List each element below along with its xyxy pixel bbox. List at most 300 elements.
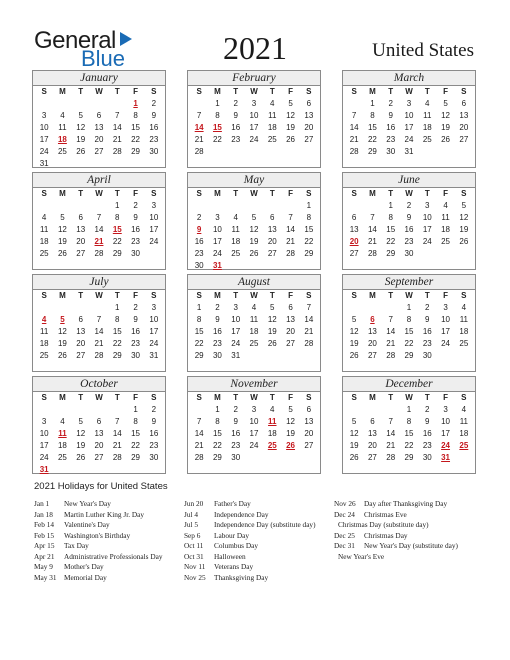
day-cell: 14	[94, 327, 104, 336]
day-cell: 30	[422, 351, 432, 360]
holiday-row	[334, 499, 458, 510]
month-title: March	[343, 71, 475, 86]
day-cell: 2	[406, 201, 412, 210]
holiday-row	[184, 531, 316, 542]
weekday-label: T	[269, 393, 275, 402]
day-cell: 3	[233, 303, 238, 312]
day-cell: 19	[286, 123, 296, 132]
day-cell: 16	[386, 123, 396, 132]
day-cell: 25	[57, 147, 67, 156]
day-cell: 19	[286, 429, 296, 438]
day-cell: 9	[425, 315, 430, 324]
day-cell: 4	[461, 303, 467, 312]
day-cell: 31	[39, 159, 49, 168]
day-cell: 23	[404, 237, 414, 246]
day-cell: 1	[196, 303, 202, 312]
empty-day-cell	[72, 98, 90, 110]
day-cell: 13	[304, 111, 314, 120]
month-april	[32, 172, 166, 270]
holiday-date: Dec 24	[334, 509, 355, 519]
weekday-label: T	[78, 189, 84, 198]
empty-day-cell	[345, 200, 363, 212]
day-cell: 15	[404, 327, 414, 336]
day-cell: 6	[306, 405, 312, 414]
day-cell: 26	[349, 453, 359, 462]
holiday-row	[184, 552, 316, 563]
month-title: August	[188, 275, 320, 290]
day-cell: 13	[304, 417, 314, 426]
weekday-label: S	[151, 291, 157, 300]
day-cell: 26	[267, 339, 277, 348]
day-cell: 18	[39, 339, 49, 348]
logo-blue-text: Blue	[81, 46, 126, 71]
month-grid	[188, 188, 320, 272]
day-cell: 1	[406, 405, 412, 414]
day-cell: 13	[367, 429, 377, 438]
day-cell: 4	[41, 213, 47, 222]
day-cell: 25	[459, 339, 469, 348]
day-cell: 31	[404, 147, 414, 156]
weekday-label: S	[151, 87, 157, 96]
day-cell: 5	[251, 213, 257, 222]
weekday-label: S	[41, 291, 47, 300]
weekday-label: M	[59, 189, 66, 198]
day-cell: 1	[406, 303, 412, 312]
day-cell: 7	[115, 417, 120, 426]
weekday-label: S	[461, 87, 467, 96]
day-cell: 8	[388, 213, 393, 222]
day-cell: 19	[249, 237, 259, 246]
weekday-label: S	[306, 393, 312, 402]
weekday-label: S	[461, 393, 467, 402]
day-cell: 28	[94, 351, 104, 360]
day-cell: 22	[367, 135, 377, 144]
day-cell: 28	[194, 453, 204, 462]
day-cell: 1	[115, 303, 120, 312]
weekday-label: S	[461, 291, 467, 300]
empty-day-cell	[90, 302, 108, 314]
day-cell: 18	[459, 429, 469, 438]
day-cell: 2	[133, 201, 138, 210]
holiday-row	[184, 510, 316, 521]
day-cell: 11	[459, 417, 468, 426]
holiday-name: Christmas Day (substitute day)	[338, 520, 429, 529]
day-cell: 17	[149, 327, 159, 336]
holiday-name: Halloween	[214, 551, 246, 561]
month-title: April	[33, 173, 165, 188]
weekday-label: M	[214, 393, 221, 402]
day-cell: 10	[249, 111, 259, 120]
day-cell: 30	[422, 453, 432, 462]
day-cell: 29	[212, 453, 222, 462]
day-cell: 4	[270, 405, 275, 414]
weekday-label: W	[250, 393, 258, 402]
month-grid	[33, 86, 165, 170]
day-cell: 11	[459, 315, 468, 324]
holiday-day-cell: 6	[370, 315, 375, 324]
holiday-row	[34, 573, 163, 584]
weekday-label: W	[250, 87, 258, 96]
weekday-label: T	[114, 189, 120, 198]
weekday-label: W	[95, 87, 103, 96]
day-cell: 6	[78, 315, 83, 324]
weekday-label: F	[133, 189, 138, 198]
day-cell: 23	[386, 135, 396, 144]
day-cell: 25	[441, 237, 451, 246]
day-cell: 14	[386, 429, 396, 438]
day-cell: 17	[249, 429, 259, 438]
weekday-label: S	[41, 87, 47, 96]
holiday-date: May 31	[34, 572, 57, 582]
day-cell: 10	[441, 315, 451, 324]
day-cell: 27	[459, 135, 469, 144]
day-cell: 27	[94, 147, 104, 156]
day-cell: 18	[39, 237, 49, 246]
day-cell: 17	[39, 135, 49, 144]
day-cell: 20	[367, 339, 377, 348]
weekday-label: S	[41, 393, 47, 402]
day-cell: 23	[231, 441, 241, 450]
month-may	[187, 172, 321, 270]
day-cell: 14	[386, 327, 396, 336]
day-cell: 21	[367, 237, 377, 246]
day-cell: 15	[367, 123, 377, 132]
day-cell: 10	[231, 315, 241, 324]
day-cell: 5	[351, 417, 357, 426]
day-cell: 2	[425, 303, 430, 312]
month-title: January	[33, 71, 165, 86]
month-title: May	[188, 173, 320, 188]
day-cell: 9	[151, 417, 157, 426]
day-cell: 24	[422, 237, 432, 246]
day-cell: 2	[388, 99, 393, 108]
logo-triangle-icon	[120, 32, 132, 46]
holiday-date: Oct 11	[184, 541, 204, 550]
month-title: November	[188, 377, 320, 392]
month-january	[32, 70, 166, 168]
holiday-row	[334, 552, 458, 563]
day-cell: 20	[304, 429, 314, 438]
day-cell: 4	[443, 201, 448, 210]
day-cell: 26	[76, 453, 86, 462]
day-cell: 30	[404, 249, 414, 258]
day-cell: 2	[133, 303, 138, 312]
empty-day-cell	[53, 404, 71, 416]
day-cell: 11	[39, 327, 49, 336]
day-cell: 26	[57, 351, 67, 360]
holiday-day-cell: 15	[112, 225, 122, 234]
day-cell: 25	[39, 249, 49, 258]
empty-day-cell	[345, 302, 363, 314]
weekday-label: T	[78, 393, 84, 402]
weekday-label: W	[95, 291, 103, 300]
day-cell: 24	[149, 237, 159, 246]
day-cell: 4	[251, 303, 257, 312]
weekday-label: T	[233, 87, 239, 96]
holiday-row	[34, 510, 163, 521]
day-cell: 5	[78, 111, 83, 120]
day-cell: 7	[370, 213, 375, 222]
day-cell: 18	[441, 225, 451, 234]
weekday-label: T	[114, 291, 120, 300]
day-cell: 12	[441, 111, 451, 120]
day-cell: 1	[306, 201, 312, 210]
day-cell: 12	[349, 429, 359, 438]
weekday-label: F	[443, 393, 448, 402]
holiday-day-cell: 25	[267, 441, 277, 450]
month-grid	[33, 290, 165, 362]
day-cell: 23	[149, 135, 159, 144]
day-cell: 11	[58, 123, 67, 132]
day-cell: 18	[231, 237, 241, 246]
day-cell: 8	[196, 315, 202, 324]
day-cell: 16	[231, 429, 241, 438]
day-cell: 3	[151, 303, 157, 312]
day-cell: 7	[96, 315, 102, 324]
day-cell: 8	[215, 417, 220, 426]
holiday-name: Martin Luther King Jr. Day	[64, 509, 145, 519]
weekday-label: T	[233, 393, 239, 402]
day-cell: 24	[39, 453, 49, 462]
day-cell: 11	[441, 213, 450, 222]
holiday-column	[334, 499, 458, 562]
day-cell: 9	[406, 213, 412, 222]
empty-day-cell	[35, 98, 53, 110]
day-cell: 20	[367, 441, 377, 450]
holiday-name: Columbus Day	[214, 541, 258, 550]
weekday-label: T	[424, 189, 430, 198]
day-cell: 26	[249, 249, 259, 258]
day-cell: 14	[94, 225, 104, 234]
day-cell: 22	[212, 441, 222, 450]
day-cell: 11	[268, 111, 277, 120]
logo-general-text: General	[34, 27, 116, 54]
weekday-label: S	[351, 87, 357, 96]
day-cell: 12	[76, 429, 86, 438]
holiday-row	[334, 510, 458, 521]
holiday-name: Administrative Professionals Day	[64, 551, 163, 561]
day-cell: 16	[231, 123, 241, 132]
day-cell: 18	[249, 327, 259, 336]
month-title: December	[343, 377, 475, 392]
day-cell: 8	[133, 417, 138, 426]
day-cell: 12	[249, 225, 259, 234]
empty-day-cell	[72, 404, 90, 416]
day-cell: 28	[349, 147, 359, 156]
day-cell: 22	[304, 237, 314, 246]
empty-day-cell	[108, 404, 126, 416]
day-cell: 19	[57, 339, 67, 348]
day-cell: 29	[386, 249, 396, 258]
weekday-label: M	[59, 393, 66, 402]
day-cell: 12	[286, 417, 296, 426]
day-cell: 6	[461, 99, 467, 108]
holiday-date: Jan 1	[34, 499, 50, 508]
weekday-label: M	[59, 291, 66, 300]
empty-day-cell	[363, 302, 381, 314]
weekday-label: F	[133, 87, 138, 96]
holiday-day-cell: 18	[57, 135, 67, 144]
weekday-label: S	[151, 189, 157, 198]
day-cell: 28	[112, 147, 122, 156]
day-cell: 13	[367, 327, 377, 336]
day-cell: 1	[215, 99, 220, 108]
day-cell: 23	[194, 249, 204, 258]
day-cell: 20	[267, 237, 277, 246]
weekday-label: S	[351, 393, 357, 402]
day-cell: 5	[351, 315, 357, 324]
holiday-row	[34, 541, 163, 552]
weekday-label: F	[443, 291, 448, 300]
day-cell: 4	[233, 213, 238, 222]
day-cell: 2	[215, 303, 220, 312]
day-cell: 13	[76, 327, 86, 336]
weekday-label: M	[214, 189, 221, 198]
day-cell: 3	[215, 213, 220, 222]
day-cell: 25	[231, 249, 241, 258]
day-cell: 14	[367, 225, 377, 234]
holiday-row	[334, 520, 458, 531]
day-cell: 9	[151, 111, 157, 120]
holiday-date: Nov 26	[334, 499, 356, 508]
day-cell: 13	[76, 225, 86, 234]
holiday-row	[184, 520, 316, 531]
day-cell: 13	[94, 429, 104, 438]
month-grid	[343, 290, 475, 362]
day-cell: 17	[404, 123, 414, 132]
day-cell: 27	[367, 351, 377, 360]
day-cell: 13	[267, 225, 277, 234]
day-cell: 4	[425, 99, 430, 108]
day-cell: 6	[351, 213, 357, 222]
day-cell: 22	[404, 441, 414, 450]
day-cell: 28	[367, 249, 377, 258]
day-cell: 3	[406, 99, 412, 108]
holiday-day-cell: 31	[39, 465, 49, 474]
day-cell: 15	[194, 327, 204, 336]
weekday-label: W	[250, 291, 258, 300]
empty-day-cell	[245, 200, 263, 212]
day-cell: 2	[151, 405, 157, 414]
weekday-label: T	[269, 87, 275, 96]
day-cell: 22	[386, 237, 396, 246]
day-cell: 30	[194, 261, 204, 270]
day-cell: 3	[41, 417, 47, 426]
day-cell: 21	[386, 441, 396, 450]
holiday-day-cell: 11	[58, 429, 67, 438]
empty-day-cell	[90, 98, 108, 110]
weekday-label: T	[424, 291, 430, 300]
month-title: June	[343, 173, 475, 188]
empty-day-cell	[90, 404, 108, 416]
day-cell: 8	[306, 213, 312, 222]
holiday-name: Day after Thanksgiving Day	[364, 499, 448, 508]
day-cell: 27	[304, 441, 314, 450]
day-cell: 9	[233, 417, 238, 426]
day-cell: 20	[304, 123, 314, 132]
day-cell: 19	[459, 225, 469, 234]
day-cell: 28	[112, 453, 122, 462]
day-cell: 26	[57, 249, 67, 258]
day-cell: 25	[57, 453, 67, 462]
day-cell: 3	[443, 405, 448, 414]
weekday-label: S	[461, 189, 467, 198]
day-cell: 2	[233, 405, 238, 414]
holiday-name: New Year's Eve	[338, 551, 385, 561]
day-cell: 31	[149, 351, 159, 360]
day-cell: 30	[212, 351, 222, 360]
day-cell: 21	[112, 135, 122, 144]
empty-day-cell	[263, 200, 281, 212]
month-october	[32, 376, 166, 474]
day-cell: 25	[422, 135, 432, 144]
day-cell: 23	[131, 237, 141, 246]
holiday-date: Dec 31	[334, 541, 355, 550]
month-grid	[188, 290, 320, 362]
day-cell: 5	[288, 405, 293, 414]
day-cell: 16	[149, 429, 159, 438]
holiday-row	[34, 499, 163, 510]
holiday-name: Valentine's Day	[64, 520, 110, 529]
holiday-name: Memorial Day	[64, 572, 107, 582]
day-cell: 3	[425, 201, 430, 210]
day-cell: 29	[367, 147, 377, 156]
day-cell: 12	[57, 225, 67, 234]
day-cell: 16	[149, 123, 159, 132]
holiday-date: Nov 25	[184, 572, 206, 582]
day-cell: 21	[304, 327, 314, 336]
day-cell: 1	[370, 99, 375, 108]
day-cell: 29	[194, 351, 204, 360]
day-cell: 28	[94, 249, 104, 258]
empty-day-cell	[382, 404, 400, 416]
day-cell: 11	[231, 225, 240, 234]
day-cell: 20	[76, 339, 86, 348]
day-cell: 8	[115, 213, 120, 222]
day-cell: 21	[286, 237, 296, 246]
day-cell: 19	[441, 123, 451, 132]
day-cell: 26	[286, 135, 296, 144]
empty-day-cell	[53, 98, 71, 110]
holiday-day-cell: 25	[459, 441, 469, 450]
empty-day-cell	[345, 98, 363, 110]
weekday-label: S	[306, 291, 312, 300]
day-cell: 6	[270, 213, 275, 222]
day-cell: 4	[270, 99, 275, 108]
day-cell: 13	[459, 111, 469, 120]
weekday-label: M	[214, 87, 221, 96]
weekday-label: S	[306, 189, 312, 198]
day-cell: 25	[249, 339, 259, 348]
day-cell: 12	[267, 315, 277, 324]
weekday-label: F	[288, 87, 293, 96]
day-cell: 29	[131, 453, 141, 462]
day-cell: 17	[422, 225, 432, 234]
day-cell: 21	[94, 339, 104, 348]
day-cell: 20	[76, 237, 86, 246]
weekday-label: F	[288, 189, 293, 198]
holiday-date: Nov 11	[184, 562, 206, 571]
day-cell: 12	[57, 327, 67, 336]
weekday-label: F	[133, 393, 138, 402]
day-cell: 24	[212, 249, 222, 258]
day-cell: 23	[149, 441, 159, 450]
weekday-label: T	[388, 393, 394, 402]
day-cell: 7	[115, 111, 120, 120]
day-cell: 5	[78, 417, 83, 426]
day-cell: 24	[441, 339, 451, 348]
day-cell: 9	[388, 111, 393, 120]
